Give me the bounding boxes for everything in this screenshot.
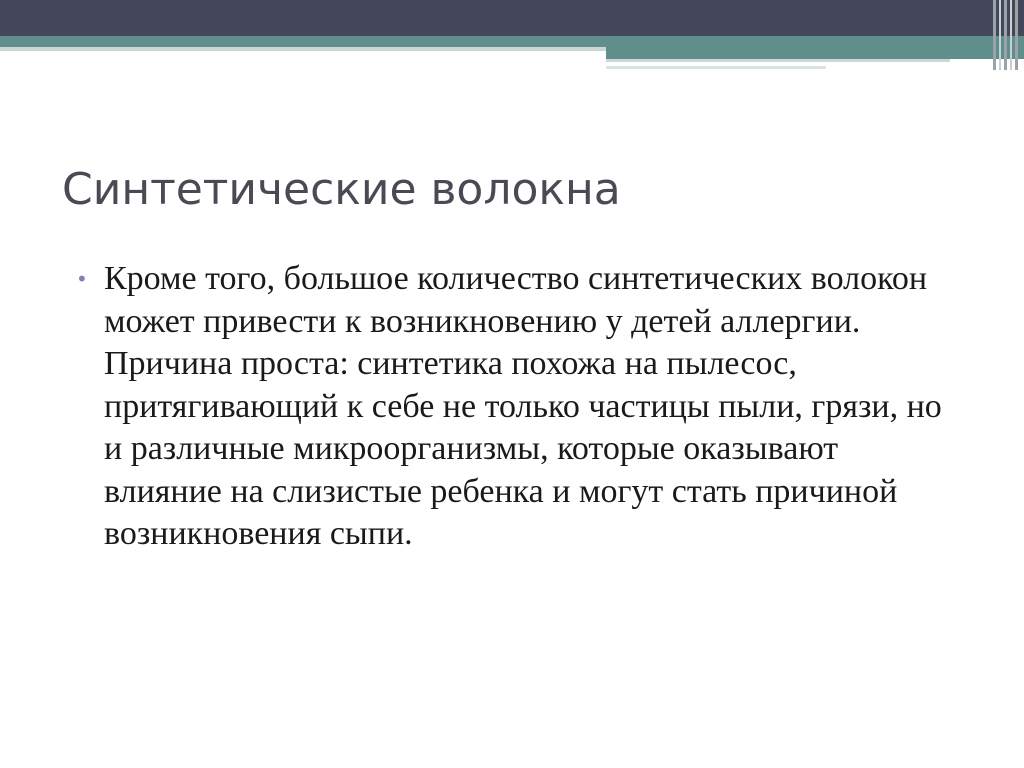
slide-title: Синтетические волокна <box>62 164 621 215</box>
header-vertical-stripe <box>1004 0 1007 70</box>
header-accent-line <box>606 59 950 62</box>
bullet-icon: • <box>76 267 88 291</box>
header-band-teal <box>0 36 1024 47</box>
bullet-text: Кроме того, большое количество синтетических волокон может привести к возникновению у детей аллергии. Причина проста: синтетика похожа на пылесос, притягивающий к себе не только частицы пыли, грязи, но и различные микроорганизмы, которые оказывают влияние на слизистые ребенка и могут стать причиной возникновения сыпи. <box>104 260 942 552</box>
header-accent-line-thin <box>606 66 826 69</box>
header-vertical-stripe <box>1010 0 1012 70</box>
header-vertical-stripe <box>1015 0 1018 70</box>
header-band-dark <box>0 0 1024 36</box>
header-vertical-stripe <box>993 0 996 70</box>
header-accent-block <box>606 47 1024 59</box>
slide-body <box>76 258 956 556</box>
bullet-item <box>76 258 956 556</box>
header-vertical-stripe <box>999 0 1001 70</box>
